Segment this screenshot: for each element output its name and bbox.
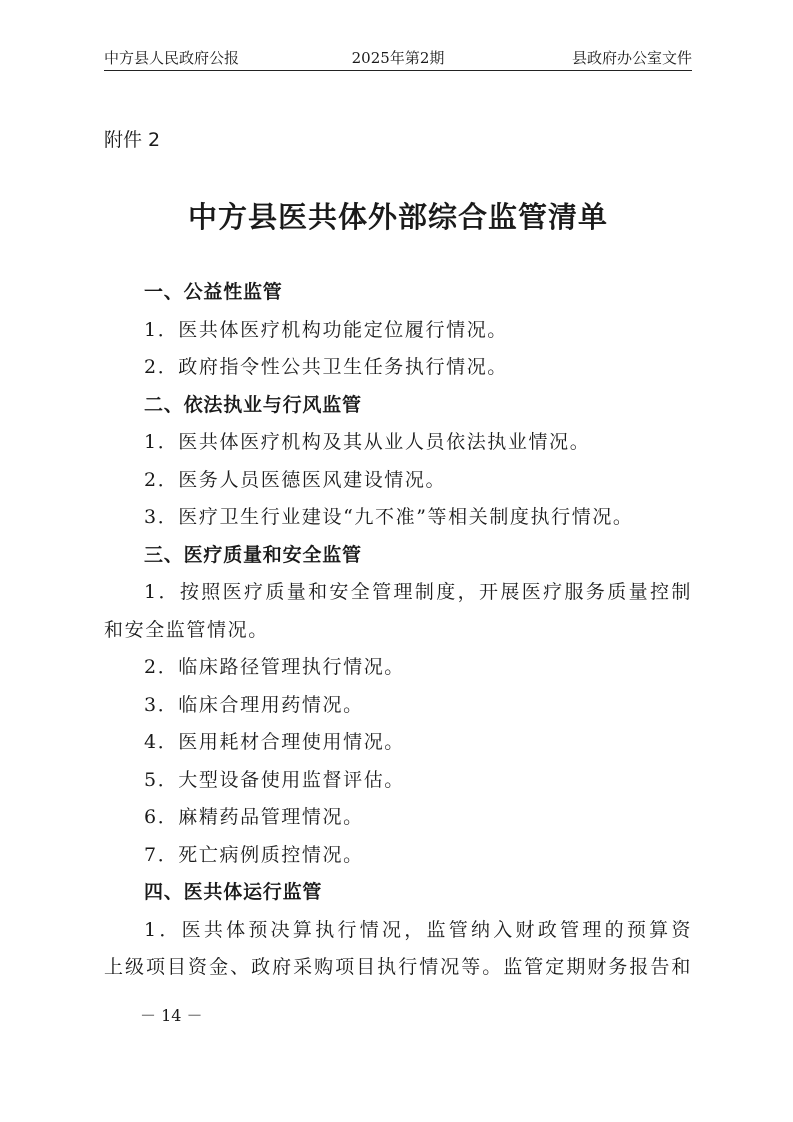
section-heading: 三、医疗质量和安全监管 [144,543,362,566]
document-title: 中方县医共体外部综合监管清单 [187,200,608,234]
list-item: 5．大型设备使用监督评估。 [144,768,405,791]
section-heading: 二、依法执业与行风监管 [144,393,362,416]
list-item-continuation: 和安全监管情况。 [104,618,269,641]
list-item: 1．医共体医疗机构及其从业人员依法执业情况。 [144,431,591,453]
attachment-label: 附件 2 [104,129,161,151]
list-item-continuation: 上级项目资金、政府采购项目执行情况等。监管定期财务报告和 [104,956,692,978]
list-item: 6．麻精药品管理情况。 [144,806,364,828]
list-item: 2．政府指令性公共卫生任务执行情况。 [144,356,508,378]
section-heading: 一、公益性监管 [144,281,283,303]
header-publication-name: 中方县人民政府公报 [104,49,240,67]
list-item: 3．临床合理用药情况。 [144,693,364,716]
list-item: 3．医疗卫生行业建设“九不准”等相关制度执行情况。 [144,506,634,528]
header-issue-number: 2025年第2期 [351,49,445,67]
list-item: 4．医用耗材合理使用情况。 [144,731,405,753]
list-item: 1．医共体医疗机构功能定位履行情况。 [144,318,508,341]
page-header [104,48,692,71]
section-heading: 四、医共体运行监管 [144,881,323,903]
list-item: 2．临床路径管理执行情况。 [144,656,405,678]
list-item: 2．医务人员医德医风建设情况。 [144,468,447,491]
header-document-category: 县政府办公室文件 [571,49,692,67]
page-number: － 14 － [140,1006,203,1025]
list-item: 1．按照医疗质量和安全管理制度，开展医疗服务质量控制 [144,581,692,603]
document-body [104,274,692,987]
list-item: 1．医共体预决算执行情况，监管纳入财政管理的预算资 [144,918,692,941]
list-item: 7．死亡病例质控情况。 [144,843,364,866]
